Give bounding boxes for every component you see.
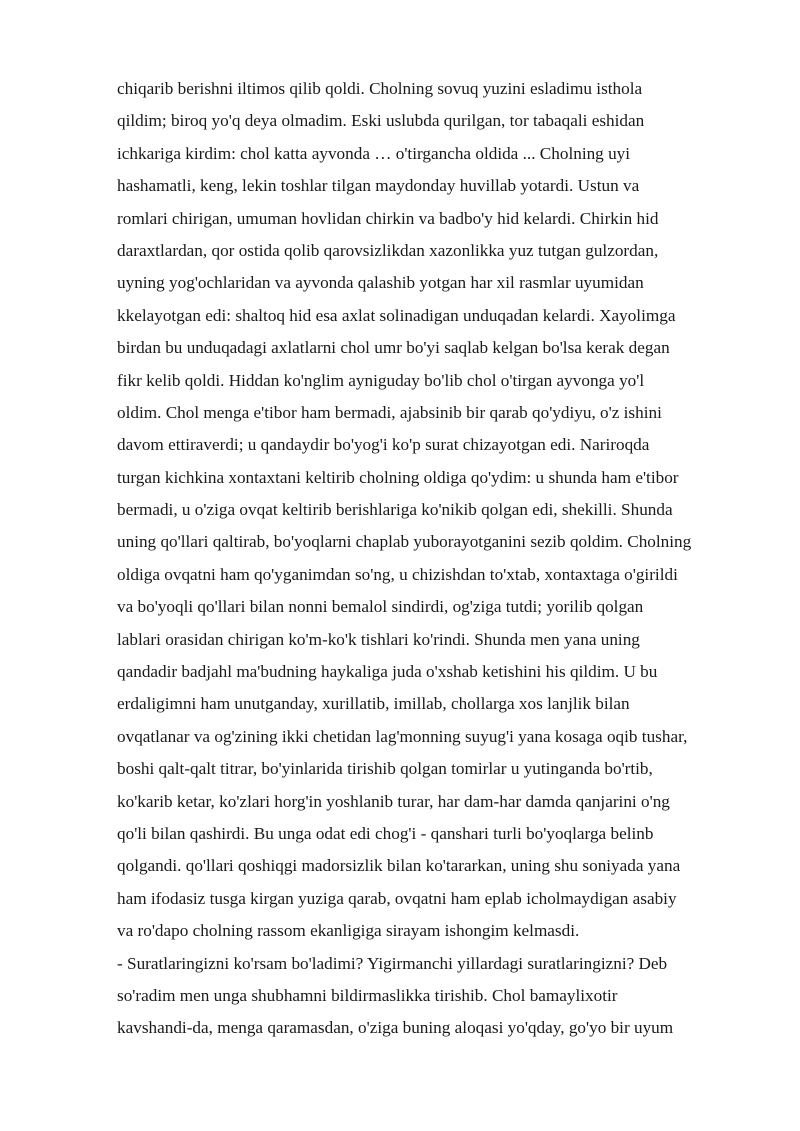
text-line: fikr kelib qoldi. Hiddan ko'nglim ayniguday bo'lib chol o'tirgan ayvonga yo'l: [117, 370, 645, 390]
text-line: kkelayotgan edi: shaltoq hid esa axlat solinadigan unduqadan kelardi. Xayolimga: [117, 305, 676, 325]
text-line: qildim; biroq yo'q deya olmadim. Eski uslubda qurilgan, tor tabaqali eshidan: [117, 111, 645, 131]
text-line: oldim. Chol menga e'tibor ham bermadi, ajabsinib bir qarab qo'ydiyu, o'z ishini: [117, 402, 662, 422]
text-line: boshi qalt-qalt titrar, bo'yinlarida tirishib qolgan tomirlar u yutinganda bo'rtib,: [117, 759, 653, 779]
text-line: oldiga ovqatni ham qo'yganimdan so'ng, u chizishdan to'xtab, xontaxtaga o'girildi: [117, 564, 678, 584]
text-line: ham ifodasiz tusga kirgan yuziga qarab, ovqatni ham eplab icholmaydigan asabiy: [117, 888, 677, 908]
text-line: lablari orasidan chirigan ko'm-ko'k tishlari ko'rindi. Shunda men yana uning: [117, 629, 640, 649]
text-line: chiqarib berishni iltimos qilib qoldi. Cholning sovuq yuzini esladimu isthola: [117, 79, 643, 98]
text-line: uning qo'llari qaltirab, bo'yoqlarni chaplab yuborayotganini sezib qoldim. Cholning: [117, 532, 692, 552]
text-line: romlari chirigan, umuman hovlidan chirkin va badbo'y hid kelardi. Chirkin hid: [117, 208, 659, 228]
body-text: [117, 73, 757, 1045]
text-line: kavshandi-da, menga qaramasdan, o'ziga buning aloqasi yo'qday, go'yo bir uyum: [117, 1018, 674, 1038]
text-line: qo'li bilan qashirdi. Bu unga odat edi chog'i - qanshari turli bo'yoqlarga belinb: [117, 823, 654, 843]
text-line: - Suratlaringizni ko'rsam bo'ladimi? Yigirmanchi yillardagi suratlaringizni? Deb: [117, 953, 668, 973]
text-line: qolgandi. qo'llari qoshiqgi madorsizlik bilan ko'tararkan, uning shu soniyada yana: [117, 856, 681, 876]
text-line: hashamatli, keng, lekin toshlar tilgan maydonday huvillab yotardi. Ustun va: [117, 176, 640, 196]
text-line: va ro'dapo cholning rassom ekanligiga sirayam ishongim kelmasdi.: [117, 921, 580, 941]
text-line: uyning yog'ochlaridan va ayvonda qalashib yotgan har xil rasmlar uyumidan: [117, 273, 644, 293]
text-line: turgan kichkina xontaxtani keltirib cholning oldiga qo'ydim: u shunda ham e'tibor: [117, 467, 679, 487]
text-line: ovqatlanar va og'zining ikki chetidan lag'monning suyug'i yana kosaga oqib tushar,: [117, 726, 688, 746]
text-line: va bo'yoqli qo'llari bilan nonni bemalol sindirdi, og'ziga tutdi; yorilib qolgan: [117, 597, 644, 617]
text-line: qandadir badjahl ma'budning haykaliga juda o'xshab ketishini his qildim. U bu: [117, 662, 658, 682]
text-line: ichkariga kirdim: chol katta ayvonda … o'tirgancha oldida ... Cholning uyi: [117, 143, 631, 163]
text-line: so'radim men unga shubhamni bildirmaslikka tirishib. Chol bamaylixotir: [117, 985, 618, 1005]
text-line: ko'karib ketar, ko'zlari horg'in yoshlanib turar, har dam-har damda qanjarini o'ng: [117, 791, 670, 811]
text-line: birdan bu unduqadagi axlatlarni chol umr bo'yi saqlab kelgan bo'lsa kerak degan: [117, 338, 670, 358]
text-line: daraxtlardan, qor ostida qolib qarovsizlikdan xazonlikka yuz tutgan gulzordan,: [117, 240, 659, 260]
text-line: erdaligimni ham unutganday, xurillatib, imillab, chollarga xos lanjlik bilan: [117, 694, 630, 714]
text-line: davom ettiraverdi; u qandaydir bo'yog'i ko'p surat chizayotgan edi. Nariroqda: [117, 435, 650, 455]
text-line: bermadi, u o'ziga ovqat keltirib berishlariga ko'nikib qolgan edi, shekilli. Shunda: [117, 500, 673, 520]
